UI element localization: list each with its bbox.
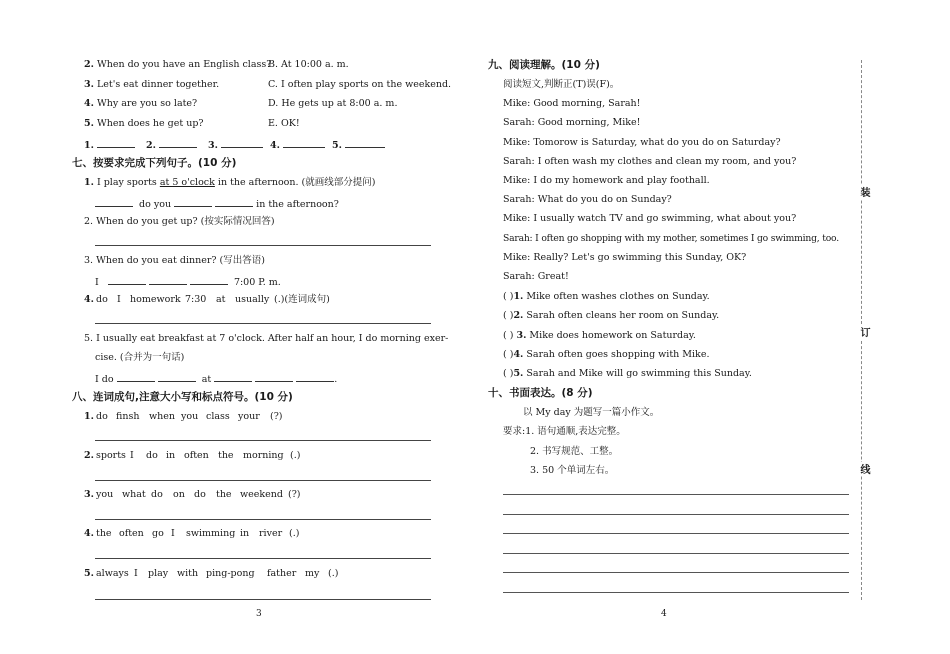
dialogue-line: Sarah: I often go shopping with my mother, sometimes I go swimming, too.: [503, 233, 839, 244]
page-number-left: 3: [256, 609, 262, 619]
writing-line[interactable]: [503, 592, 849, 593]
s7-q2-answer-line[interactable]: [95, 245, 431, 246]
left-page: 2. When do you have an English class? B. At 10:00 a. m. 3. Let's eat dinner together. C. I often play sports on the weekend. 4. Why are you so late? D. He gets up at 8:00 a. m. 5. When does he get up? E. OK! 1. 2. 3. 4. 5. 七、按要求完成下列句子。(10 分) 1. I play sports at 5 o'clock in the afternoon. (就画线部分提问) do you in the afternoon? 2. When do you get up? (按实际情况回答) 3. When do you eat dinner? (写出答语) I 7:00 P. m. 4. do I homework 7:30 at usually (.)(连词成句) 5. I usually eat breakfast at 7 o'clock. After half an hour, I do morning exer- cise. (合并为一句话) I do at . 八、连词成句,注意大小写和标点符号。(10 分) 1. do finsh when you class your (?) 2. sports I do in often the morning (.) 3. you what do on do the weekend (?) 4. the often go I swimming in river (.) 5. always I play with ping-pong father my (.) 3: [72, 59, 452, 619]
section-10-heading: 十、书面表达。(8 分): [488, 387, 593, 399]
binding-label: 装: [858, 187, 869, 197]
s7-q4-answer-line[interactable]: [95, 323, 431, 324]
s7-q4-word: I: [117, 294, 121, 305]
match-question-3: 3. Let's eat dinner together.: [84, 79, 220, 90]
s8-item-1-answer-line[interactable]: [95, 440, 431, 441]
s8-item-4-answer-line[interactable]: [95, 558, 431, 559]
writing-line[interactable]: [503, 514, 849, 515]
dialogue-line: Mike: I do my homework and play foothall.: [503, 175, 710, 186]
match-blank-4[interactable]: 4.: [270, 138, 325, 152]
match-question-5: 5. When does he get up?: [84, 118, 204, 129]
dialogue-line: Sarah: Good morning, Mike!: [503, 117, 641, 128]
match-blank-2[interactable]: 2.: [146, 138, 197, 152]
section-9-heading: 九、阅读理解。(10 分): [488, 59, 600, 71]
writing-line[interactable]: [503, 553, 849, 554]
dialogue-line: Sarah: Great!: [503, 271, 569, 282]
s7-q1-answer-line[interactable]: do you in the afternoon?: [95, 197, 339, 211]
s8-item-2-answer-line[interactable]: [95, 480, 431, 481]
match-question-4: 4. Why are you so late?: [84, 98, 198, 109]
dialogue-line: Mike: Tomorow is Saturday, what do you do on Saturday?: [503, 137, 781, 148]
s7-q1: 1. I play sports at 5 o'clock in the afternoon. (就画线部分提问): [84, 177, 376, 188]
dialogue-line: Sarah: I often wash my clothes and clean my room, and you?: [503, 156, 797, 167]
s7-q4-word: usually: [235, 294, 270, 305]
s7-q5-answer-line[interactable]: I do at .: [95, 374, 338, 385]
s7-q1-underlined: at 5 o'clock: [159, 177, 215, 188]
dialogue-line: Mike: Really? Let's go swimming this Sunday, OK?: [503, 252, 747, 263]
match-answer-c: C. I often play sports on the weekend.: [268, 79, 452, 90]
tf-statement-3[interactable]: ( ) 3. Mike does homework on Saturday.: [503, 330, 696, 341]
s7-q4-word: 7:30: [185, 294, 207, 305]
s9-instruction: 阅读短文,判断正(T)误(F)。: [503, 79, 620, 90]
s10-req-3: 3. 50 个单词左右。: [530, 465, 615, 476]
s7-q5-line2: cise. (合并为一句话): [95, 352, 185, 363]
tf-statement-1[interactable]: ( )1. Mike often washes clothes on Sunday.: [503, 291, 710, 302]
tf-statement-5[interactable]: ( )5. Sarah and Mike will go swimming this Sunday.: [503, 368, 752, 379]
page-number-right: 4: [661, 609, 667, 619]
s10-req-2: 2. 书写规范、工整。: [530, 446, 619, 457]
s8-item-3-answer-line[interactable]: [95, 519, 431, 520]
s7-q4: 4.: [84, 294, 94, 305]
match-answer-e: E. OK!: [268, 118, 300, 129]
s10-prompt: 以 My day 为题写一篇小作文。: [523, 407, 660, 418]
s7-q3: 3. When do you eat dinner? (写出答语): [84, 255, 265, 266]
s7-q4-tail: (.)(连词成句): [274, 294, 330, 305]
dialogue-line: Mike: I usually watch TV and go swimming, what about you?: [503, 213, 797, 224]
s7-q4-word: do: [96, 294, 108, 305]
writing-line[interactable]: [503, 533, 849, 534]
s7-q2: 2. When do you get up? (按实际情况回答): [84, 216, 275, 227]
match-question-2: 2. When do you have an English class?: [84, 59, 272, 70]
match-answer-d: D. He gets up at 8:00 a. m.: [268, 98, 398, 109]
binding-label: 订: [858, 327, 869, 337]
match-blank-5[interactable]: 5.: [332, 138, 385, 152]
tf-statement-4[interactable]: ( )4. Sarah often goes shopping with Mike.: [503, 349, 710, 360]
s8-item-5-answer-line[interactable]: [95, 599, 431, 600]
match-answer-b: B. At 10:00 a. m.: [268, 59, 349, 70]
dialogue-line: Mike: Good morning, Sarah!: [503, 98, 641, 109]
section-7-heading: 七、按要求完成下列句子。(10 分): [72, 157, 237, 169]
s7-q4-word: at: [216, 294, 226, 305]
s7-q4-word: homework: [130, 294, 181, 305]
writing-line[interactable]: [503, 572, 849, 573]
tf-statement-2[interactable]: ( )2. Sarah often cleans her room on Sunday.: [503, 310, 720, 321]
writing-line[interactable]: [503, 494, 849, 495]
match-blank-3[interactable]: 3.: [208, 138, 263, 152]
section-8-heading: 八、连词成句,注意大小写和标点符号。(10 分): [72, 391, 293, 403]
s10-req-1: 要求:1. 语句通顺,表达完整。: [503, 426, 626, 437]
s7-q5-line1: 5. I usually eat breakfast at 7 o'clock. After half an hour, I do morning exer-: [84, 333, 449, 344]
s7-q3-answer-line[interactable]: I 7:00 P. m.: [95, 277, 281, 288]
binding-label: 线: [858, 464, 869, 474]
dialogue-line: Sarah: What do you do on Sunday?: [503, 194, 672, 205]
right-page: [475, 0, 950, 654]
match-blank-1[interactable]: 1.: [84, 138, 135, 152]
